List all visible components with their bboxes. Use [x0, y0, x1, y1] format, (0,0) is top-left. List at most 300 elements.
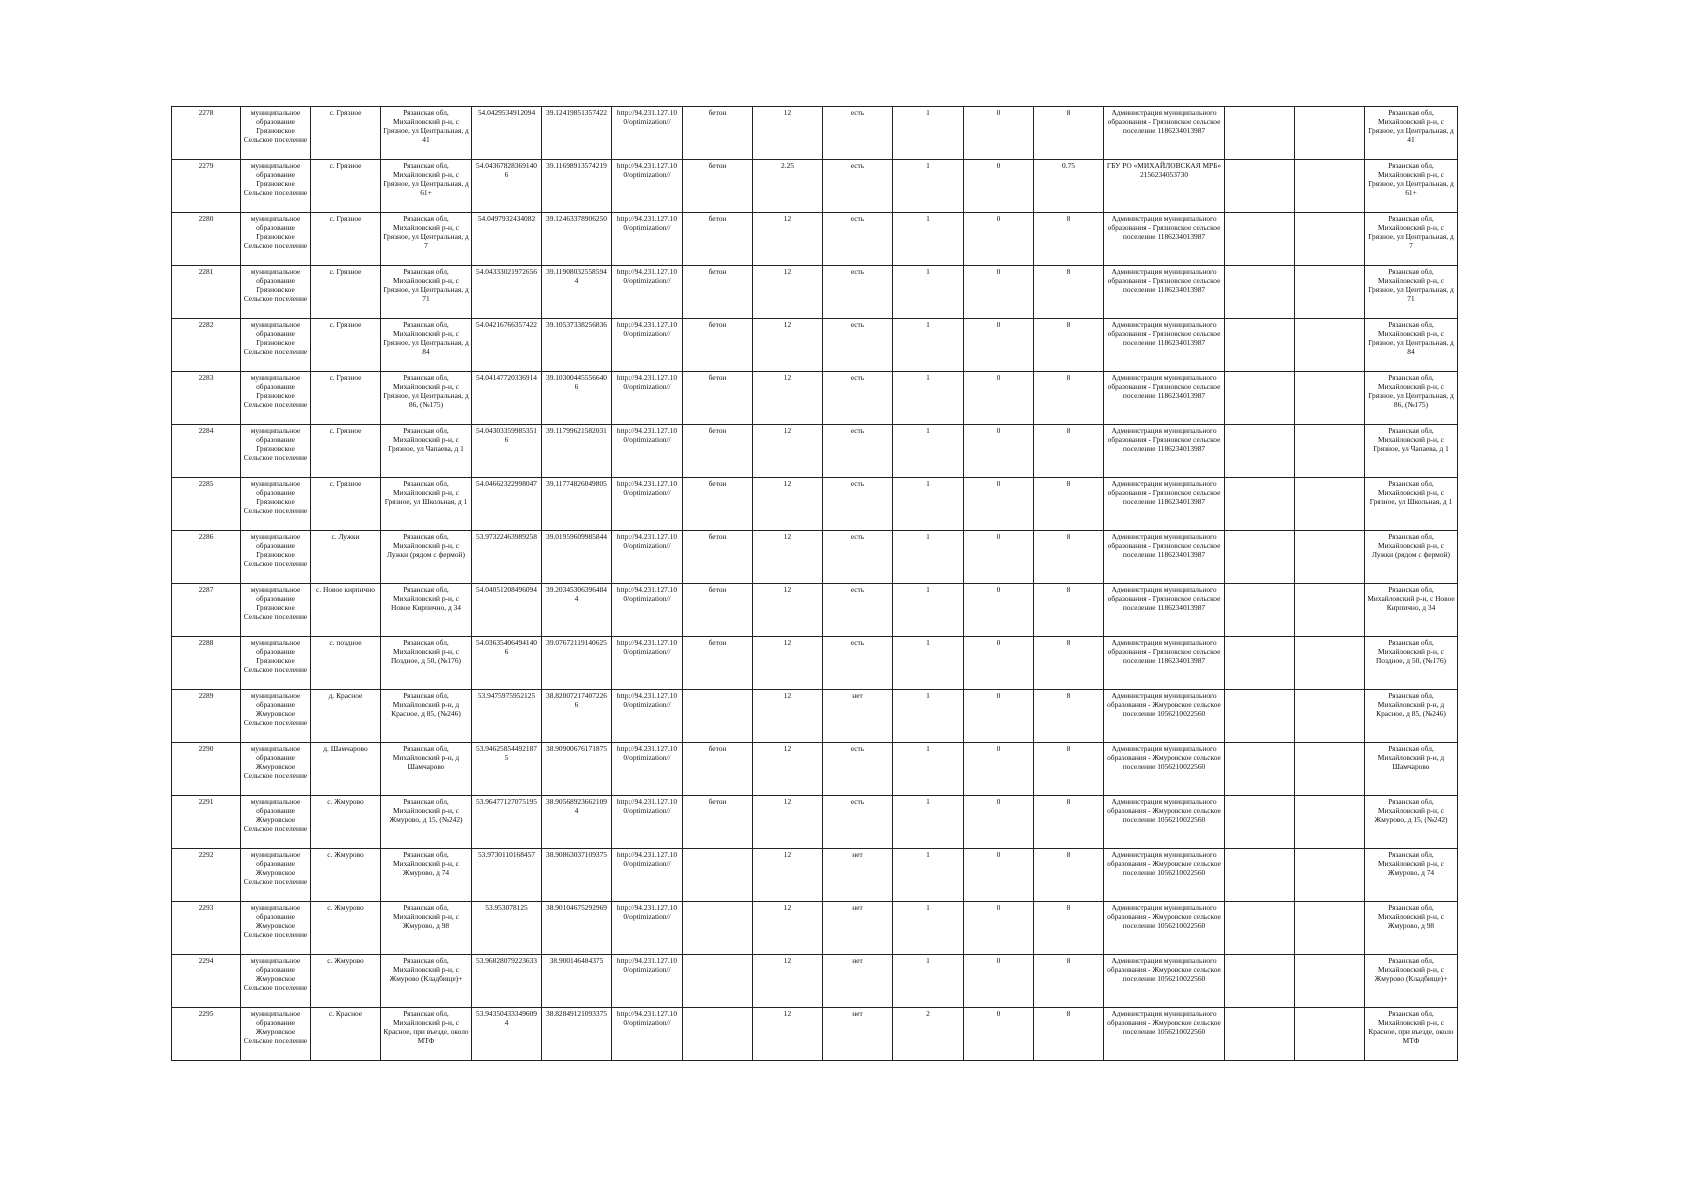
municipality-cell: муниципальное образование Грязновское Сельское поселение	[241, 478, 311, 531]
locality-cell: с. Красное	[311, 1008, 381, 1061]
url-cell: http://94.231.127.10 0/optimization//	[612, 478, 683, 531]
latitude-cell: 54.04216766357422	[472, 319, 542, 372]
owner-cell: Администрация муниципального образования - Жмуровское сельское поселение 1056210022560	[1104, 955, 1225, 1008]
owner-cell: Администрация муниципального образования - Жмуровское сельское поселение 1056210022560	[1104, 1008, 1225, 1061]
volume-cell: 8	[1034, 690, 1104, 743]
municipality-cell: муниципальное образование Грязновское Сельское поселение	[241, 213, 311, 266]
longitude-cell: 38.82849121093375	[542, 1008, 612, 1061]
container-count-cell: 1	[893, 637, 964, 690]
area-cell: 12	[753, 637, 823, 690]
bin-count-cell: 0	[964, 902, 1034, 955]
empty-cell	[1295, 213, 1365, 266]
longitude-cell: 38.82007217407226 6	[542, 690, 612, 743]
row-number: 2291	[172, 796, 241, 849]
fence-cell: есть	[823, 637, 893, 690]
longitude-cell: 38.90568923662109 4	[542, 796, 612, 849]
bin-count-cell: 0	[964, 266, 1034, 319]
owner-cell: Администрация муниципального образования - Жмуровское сельское поселение 1056210022560	[1104, 902, 1225, 955]
area-cell: 12	[753, 478, 823, 531]
row-number: 2286	[172, 531, 241, 584]
fence-cell: есть	[823, 266, 893, 319]
container-count-cell: 1	[893, 531, 964, 584]
latitude-cell: 54.04367828369140 6	[472, 160, 542, 213]
surface-cell: бетон	[683, 478, 753, 531]
row-number: 2292	[172, 849, 241, 902]
locality-cell: с. Жмурово	[311, 955, 381, 1008]
address-cell: Рязанская обл, Михайловский р-н, д Красное, д 85, (№246)	[381, 690, 472, 743]
url-cell: http://94.231.127.10 0/optimization//	[612, 107, 683, 160]
bin-count-cell: 0	[964, 796, 1034, 849]
url-cell: http://94.231.127.10 0/optimization//	[612, 690, 683, 743]
empty-cell	[1225, 743, 1295, 796]
fence-cell: есть	[823, 584, 893, 637]
bin-count-cell: 0	[964, 743, 1034, 796]
address-cell: Рязанская обл, Михайловский р-н, с Жмурово, д 74	[381, 849, 472, 902]
longitude-cell: 38.90900676171875	[542, 743, 612, 796]
surface-cell	[683, 849, 753, 902]
container-count-cell: 1	[893, 902, 964, 955]
area-cell: 12	[753, 743, 823, 796]
table-row	[172, 213, 1458, 266]
locality-cell: с. Грязное	[311, 107, 381, 160]
container-count-cell: 1	[893, 743, 964, 796]
table-row	[172, 266, 1458, 319]
row-number: 2283	[172, 372, 241, 425]
table-row	[172, 107, 1458, 160]
source-address-cell: Рязанская обл, Михайловский р-н, д Красное, д 85, (№246)	[1365, 690, 1458, 743]
area-cell: 12	[753, 266, 823, 319]
bin-count-cell: 0	[964, 213, 1034, 266]
bin-count-cell: 0	[964, 637, 1034, 690]
empty-cell	[1225, 584, 1295, 637]
row-number: 2282	[172, 319, 241, 372]
empty-cell	[1295, 160, 1365, 213]
bin-count-cell: 0	[964, 955, 1034, 1008]
latitude-cell: 53.97322463989258	[472, 531, 542, 584]
municipality-cell: муниципальное образование Жмуровское Сельское поселение	[241, 690, 311, 743]
address-cell: Рязанская обл, Михайловский р-н, с Грязное, ул Центральная, д 86, (№175)	[381, 372, 472, 425]
fence-cell: есть	[823, 531, 893, 584]
municipality-cell: муниципальное образование Жмуровское Сельское поселение	[241, 849, 311, 902]
table-row	[172, 637, 1458, 690]
row-number: 2284	[172, 425, 241, 478]
url-cell: http://94.231.127.10 0/optimization//	[612, 160, 683, 213]
area-cell: 12	[753, 955, 823, 1008]
volume-cell: 8	[1034, 743, 1104, 796]
bin-count-cell: 0	[964, 849, 1034, 902]
locality-cell: с. Грязное	[311, 266, 381, 319]
source-address-cell: Рязанская обл, Михайловский р-н, с Грязное, ул Центральная, д 71	[1365, 266, 1458, 319]
empty-cell	[1295, 902, 1365, 955]
locality-cell: с. Грязное	[311, 478, 381, 531]
registry-table	[171, 106, 1458, 1061]
longitude-cell: 38.90863037109375	[542, 849, 612, 902]
empty-cell	[1225, 902, 1295, 955]
empty-cell	[1295, 531, 1365, 584]
municipality-cell: муниципальное образование Грязновское Сельское поселение	[241, 107, 311, 160]
surface-cell: бетон	[683, 160, 753, 213]
fence-cell: нет	[823, 690, 893, 743]
locality-cell: д. Шамчарово	[311, 743, 381, 796]
row-number: 2280	[172, 213, 241, 266]
table-row	[172, 955, 1458, 1008]
fence-cell: есть	[823, 425, 893, 478]
address-cell: Рязанская обл, Михайловский р-н, с Грязное, ул Центральная, д 61+	[381, 160, 472, 213]
source-address-cell: Рязанская обл, Михайловский р-н, д Шамчарово	[1365, 743, 1458, 796]
address-cell: Рязанская обл, Михайловский р-н, с Грязное, ул Центральная, д 84	[381, 319, 472, 372]
volume-cell: 8	[1034, 213, 1104, 266]
longitude-cell: 39.10537338256836	[542, 319, 612, 372]
surface-cell: бетон	[683, 372, 753, 425]
row-number: 2290	[172, 743, 241, 796]
row-number: 2287	[172, 584, 241, 637]
table-row	[172, 584, 1458, 637]
locality-cell: с. Жмурово	[311, 902, 381, 955]
surface-cell: бетон	[683, 107, 753, 160]
container-count-cell: 1	[893, 690, 964, 743]
longitude-cell: 39.12463378906250	[542, 213, 612, 266]
table-row	[172, 743, 1458, 796]
empty-cell	[1295, 1008, 1365, 1061]
surface-cell	[683, 1008, 753, 1061]
area-cell: 12	[753, 849, 823, 902]
url-cell: http://94.231.127.10 0/optimization//	[612, 955, 683, 1008]
owner-cell: Администрация муниципального образования - Жмуровское сельское поселение 1056210022560	[1104, 690, 1225, 743]
latitude-cell: 54.04333021972656	[472, 266, 542, 319]
table-row	[172, 1008, 1458, 1061]
area-cell: 2.25	[753, 160, 823, 213]
source-address-cell: Рязанская обл, Михайловский р-н, с Красное, при въезде, около МТФ	[1365, 1008, 1458, 1061]
locality-cell: с. Жмурово	[311, 849, 381, 902]
surface-cell: бетон	[683, 531, 753, 584]
latitude-cell: 54.03635406494140 6	[472, 637, 542, 690]
address-cell: Рязанская обл, Михайловский р-н, с Грязное, ул Школьная, д 1	[381, 478, 472, 531]
empty-cell	[1295, 319, 1365, 372]
surface-cell: бетон	[683, 796, 753, 849]
empty-cell	[1295, 425, 1365, 478]
address-cell: Рязанская обл, Михайловский р-н, с Жмурово (Кладбище)+	[381, 955, 472, 1008]
table-row	[172, 849, 1458, 902]
municipality-cell: муниципальное образование Жмуровское Сельское поселение	[241, 955, 311, 1008]
empty-cell	[1225, 849, 1295, 902]
address-cell: Рязанская обл, Михайловский р-н, с Грязное, ул Центральная, д 41	[381, 107, 472, 160]
empty-cell	[1225, 478, 1295, 531]
source-address-cell: Рязанская обл, Михайловский р-н, с Грязное, ул Чапаева, д 1	[1365, 425, 1458, 478]
municipality-cell: муниципальное образование Грязновское Сельское поселение	[241, 319, 311, 372]
source-address-cell: Рязанская обл, Михайловский р-н, с Грязное, ул Центральная, д 7	[1365, 213, 1458, 266]
volume-cell: 8	[1034, 266, 1104, 319]
municipality-cell: муниципальное образование Жмуровское Сельское поселение	[241, 1008, 311, 1061]
volume-cell: 8	[1034, 796, 1104, 849]
latitude-cell: 53.96477127075195	[472, 796, 542, 849]
municipality-cell: муниципальное образование Грязновское Сельское поселение	[241, 266, 311, 319]
locality-cell: д. Красное	[311, 690, 381, 743]
url-cell: http://94.231.127.10 0/optimization//	[612, 319, 683, 372]
container-count-cell: 1	[893, 584, 964, 637]
bin-count-cell: 0	[964, 1008, 1034, 1061]
empty-cell	[1225, 637, 1295, 690]
row-number: 2294	[172, 955, 241, 1008]
container-count-cell: 1	[893, 425, 964, 478]
surface-cell: бетон	[683, 266, 753, 319]
latitude-cell: 54.04147720336914	[472, 372, 542, 425]
surface-cell: бетон	[683, 637, 753, 690]
owner-cell: Администрация муниципального образования - Грязновское сельское поселение 1186234013987	[1104, 372, 1225, 425]
municipality-cell: муниципальное образование Грязновское Сельское поселение	[241, 160, 311, 213]
owner-cell: Администрация муниципального образования - Жмуровское сельское поселение 1056210022560	[1104, 743, 1225, 796]
source-address-cell: Рязанская обл, Михайловский р-н, с Грязное, ул Школьная, д 1	[1365, 478, 1458, 531]
bin-count-cell: 0	[964, 478, 1034, 531]
container-count-cell: 1	[893, 796, 964, 849]
source-address-cell: Рязанская обл, Михайловский р-н, с Грязное, ул Центральная, д 61+	[1365, 160, 1458, 213]
url-cell: http://94.231.127.10 0/optimization//	[612, 425, 683, 478]
volume-cell: 8	[1034, 637, 1104, 690]
owner-cell: Администрация муниципального образования - Грязновское сельское поселение 1186234013987	[1104, 478, 1225, 531]
row-number: 2293	[172, 902, 241, 955]
source-address-cell: Рязанская обл, Михайловский р-н, с Жмурово, д 98	[1365, 902, 1458, 955]
area-cell: 12	[753, 584, 823, 637]
row-number: 2285	[172, 478, 241, 531]
empty-cell	[1225, 107, 1295, 160]
locality-cell: с. Лужки	[311, 531, 381, 584]
row-number: 2281	[172, 266, 241, 319]
container-count-cell: 1	[893, 213, 964, 266]
latitude-cell: 54.0497932434082	[472, 213, 542, 266]
owner-cell: Администрация муниципального образования - Жмуровское сельское поселение 1056210022560	[1104, 849, 1225, 902]
fence-cell: нет	[823, 902, 893, 955]
address-cell: Рязанская обл, Михайловский р-н, с Жмурово, д 15, (№242)	[381, 796, 472, 849]
fence-cell: нет	[823, 849, 893, 902]
volume-cell: 8	[1034, 531, 1104, 584]
fence-cell: есть	[823, 478, 893, 531]
container-count-cell: 1	[893, 319, 964, 372]
empty-cell	[1225, 531, 1295, 584]
container-count-cell: 1	[893, 849, 964, 902]
area-cell: 12	[753, 1008, 823, 1061]
empty-cell	[1225, 319, 1295, 372]
longitude-cell: 39.20345306396484 4	[542, 584, 612, 637]
locality-cell: с. Новое кирпично	[311, 584, 381, 637]
empty-cell	[1225, 160, 1295, 213]
owner-cell: Администрация муниципального образования - Грязновское сельское поселение 1186234013987	[1104, 637, 1225, 690]
source-address-cell: Рязанская обл, Михайловский р-н, с Грязное, ул Центральная, д 86, (№175)	[1365, 372, 1458, 425]
owner-cell: Администрация муниципального образования - Грязновское сельское поселение 1186234013987	[1104, 213, 1225, 266]
empty-cell	[1295, 637, 1365, 690]
volume-cell: 8	[1034, 372, 1104, 425]
area-cell: 12	[753, 531, 823, 584]
fence-cell: есть	[823, 319, 893, 372]
municipality-cell: муниципальное образование Жмуровское Сельское поселение	[241, 796, 311, 849]
table-row	[172, 531, 1458, 584]
bin-count-cell: 0	[964, 107, 1034, 160]
table-row	[172, 796, 1458, 849]
empty-cell	[1295, 796, 1365, 849]
empty-cell	[1295, 690, 1365, 743]
empty-cell	[1295, 743, 1365, 796]
url-cell: http://94.231.127.10 0/optimization//	[612, 743, 683, 796]
row-number: 2289	[172, 690, 241, 743]
empty-cell	[1225, 690, 1295, 743]
longitude-cell: 39.10300445556640 6	[542, 372, 612, 425]
row-number: 2288	[172, 637, 241, 690]
url-cell: http://94.231.127.10 0/optimization//	[612, 531, 683, 584]
source-address-cell: Рязанская обл, Михайловский р-н, с Жмурово, д 15, (№242)	[1365, 796, 1458, 849]
latitude-cell: 54.0429534912094	[472, 107, 542, 160]
fence-cell: есть	[823, 107, 893, 160]
latitude-cell: 54.04662322998047	[472, 478, 542, 531]
longitude-cell: 39.12419851357422	[542, 107, 612, 160]
container-count-cell: 1	[893, 478, 964, 531]
longitude-cell: 39.11698913574219	[542, 160, 612, 213]
container-count-cell: 1	[893, 372, 964, 425]
empty-cell	[1225, 796, 1295, 849]
locality-cell: с. поздное	[311, 637, 381, 690]
source-address-cell: Рязанская обл, Михайловский р-н, с Новое Кирпично, д 34	[1365, 584, 1458, 637]
empty-cell	[1225, 372, 1295, 425]
latitude-cell: 53.94350433349609 4	[472, 1008, 542, 1061]
address-cell: Рязанская обл, Михайловский р-н, с Поздное, д 50, (№176)	[381, 637, 472, 690]
empty-cell	[1225, 1008, 1295, 1061]
registry-sheet	[171, 106, 1457, 1061]
longitude-cell: 39.11774826049805	[542, 478, 612, 531]
area-cell: 12	[753, 796, 823, 849]
address-cell: Рязанская обл, Михайловский р-н, с Лужки (рядом с фермой)	[381, 531, 472, 584]
empty-cell	[1225, 213, 1295, 266]
empty-cell	[1225, 955, 1295, 1008]
address-cell: Рязанская обл, Михайловский р-н, с Грязное, ул Центральная, д 71	[381, 266, 472, 319]
empty-cell	[1295, 107, 1365, 160]
latitude-cell: 53.96828079223633	[472, 955, 542, 1008]
municipality-cell: муниципальное образование Грязновское Сельское поселение	[241, 425, 311, 478]
bin-count-cell: 0	[964, 160, 1034, 213]
address-cell: Рязанская обл, Михайловский р-н, с Грязное, ул Чапаева, д 1	[381, 425, 472, 478]
bin-count-cell: 0	[964, 372, 1034, 425]
surface-cell	[683, 955, 753, 1008]
volume-cell: 8	[1034, 107, 1104, 160]
area-cell: 12	[753, 690, 823, 743]
address-cell: Рязанская обл, Михайловский р-н, с Грязное, ул Центральная, д 7	[381, 213, 472, 266]
area-cell: 12	[753, 372, 823, 425]
table-body	[172, 107, 1458, 1061]
bin-count-cell: 0	[964, 690, 1034, 743]
bin-count-cell: 0	[964, 319, 1034, 372]
volume-cell: 8	[1034, 849, 1104, 902]
table-row	[172, 902, 1458, 955]
municipality-cell: муниципальное образование Жмуровское Сельское поселение	[241, 902, 311, 955]
url-cell: http://94.231.127.10 0/optimization//	[612, 849, 683, 902]
url-cell: http://94.231.127.10 0/optimization//	[612, 1008, 683, 1061]
table-row	[172, 690, 1458, 743]
address-cell: Рязанская обл, Михайловский р-н, с Красное, при въезде, около МТФ	[381, 1008, 472, 1061]
municipality-cell: муниципальное образование Грязновское Сельское поселение	[241, 637, 311, 690]
locality-cell: с. Грязное	[311, 425, 381, 478]
owner-cell: Администрация муниципального образования - Грязновское сельское поселение 1186234013987	[1104, 584, 1225, 637]
latitude-cell: 54.04051208496094	[472, 584, 542, 637]
locality-cell: с. Грязное	[311, 213, 381, 266]
municipality-cell: муниципальное образование Грязновское Сельское поселение	[241, 372, 311, 425]
url-cell: http://94.231.127.10 0/optimization//	[612, 902, 683, 955]
fence-cell: есть	[823, 372, 893, 425]
fence-cell: нет	[823, 1008, 893, 1061]
volume-cell: 8	[1034, 425, 1104, 478]
url-cell: http://94.231.127.10 0/optimization//	[612, 213, 683, 266]
longitude-cell: 39.07672119140625	[542, 637, 612, 690]
locality-cell: с. Жмурово	[311, 796, 381, 849]
url-cell: http://94.231.127.10 0/optimization//	[612, 266, 683, 319]
latitude-cell: 53.9730110168457	[472, 849, 542, 902]
table-row	[172, 319, 1458, 372]
longitude-cell: 39.11799621582031	[542, 425, 612, 478]
empty-cell	[1295, 266, 1365, 319]
fence-cell: есть	[823, 160, 893, 213]
table-row	[172, 160, 1458, 213]
table-row	[172, 425, 1458, 478]
empty-cell	[1225, 425, 1295, 478]
area-cell: 12	[753, 425, 823, 478]
table-row	[172, 372, 1458, 425]
area-cell: 12	[753, 319, 823, 372]
latitude-cell: 54.04303359985351 6	[472, 425, 542, 478]
locality-cell: с. Грязное	[311, 319, 381, 372]
area-cell: 12	[753, 107, 823, 160]
owner-cell: Администрация муниципального образования - Грязновское сельское поселение 1186234013987	[1104, 319, 1225, 372]
empty-cell	[1295, 372, 1365, 425]
source-address-cell: Рязанская обл, Михайловский р-н, с Грязное, ул Центральная, д 41	[1365, 107, 1458, 160]
address-cell: Рязанская обл, Михайловский р-н, д Шамчарово	[381, 743, 472, 796]
latitude-cell: 53.9475975952125	[472, 690, 542, 743]
url-cell: http://94.231.127.10 0/optimization//	[612, 796, 683, 849]
municipality-cell: муниципальное образование Жмуровское Сельское поселение	[241, 743, 311, 796]
surface-cell: бетон	[683, 319, 753, 372]
volume-cell: 0.75	[1034, 160, 1104, 213]
owner-cell: Администрация муниципального образования - Жмуровское сельское поселение 1056210022560	[1104, 796, 1225, 849]
surface-cell	[683, 902, 753, 955]
locality-cell: с. Грязное	[311, 160, 381, 213]
longitude-cell: 39.11908032558594 4	[542, 266, 612, 319]
owner-cell: Администрация муниципального образования - Грязновское сельское поселение 1186234013987	[1104, 425, 1225, 478]
address-cell: Рязанская обл, Михайловский р-н, с Новое Кирпично, д 34	[381, 584, 472, 637]
row-number: 2295	[172, 1008, 241, 1061]
owner-cell: Администрация муниципального образования - Грязновское сельское поселение 1186234013987	[1104, 531, 1225, 584]
empty-cell	[1295, 478, 1365, 531]
url-cell: http://94.231.127.10 0/optimization//	[612, 637, 683, 690]
source-address-cell: Рязанская обл, Михайловский р-н, с Поздное, д 50, (№176)	[1365, 637, 1458, 690]
empty-cell	[1295, 584, 1365, 637]
surface-cell: бетон	[683, 425, 753, 478]
surface-cell: бетон	[683, 743, 753, 796]
surface-cell: бетон	[683, 584, 753, 637]
owner-cell: Администрация муниципального образования - Грязновское сельское поселение 1186234013987	[1104, 266, 1225, 319]
area-cell: 12	[753, 213, 823, 266]
address-cell: Рязанская обл, Михайловский р-н, с Жмурово, д 98	[381, 902, 472, 955]
bin-count-cell: 0	[964, 425, 1034, 478]
volume-cell: 8	[1034, 478, 1104, 531]
locality-cell: с. Грязное	[311, 372, 381, 425]
municipality-cell: муниципальное образование Грязновское Сельское поселение	[241, 531, 311, 584]
container-count-cell: 1	[893, 107, 964, 160]
owner-cell: ГБУ РО «МИХАЙЛОВСКАЯ МРБ» 2156234053730	[1104, 160, 1225, 213]
area-cell: 12	[753, 902, 823, 955]
surface-cell: бетон	[683, 213, 753, 266]
volume-cell: 8	[1034, 955, 1104, 1008]
table-row	[172, 478, 1458, 531]
container-count-cell: 1	[893, 955, 964, 1008]
fence-cell: есть	[823, 213, 893, 266]
volume-cell: 8	[1034, 1008, 1104, 1061]
volume-cell: 8	[1034, 319, 1104, 372]
source-address-cell: Рязанская обл, Михайловский р-н, с Грязное, ул Центральная, д 84	[1365, 319, 1458, 372]
municipality-cell: муниципальное образование Грязновское Сельское поселение	[241, 584, 311, 637]
